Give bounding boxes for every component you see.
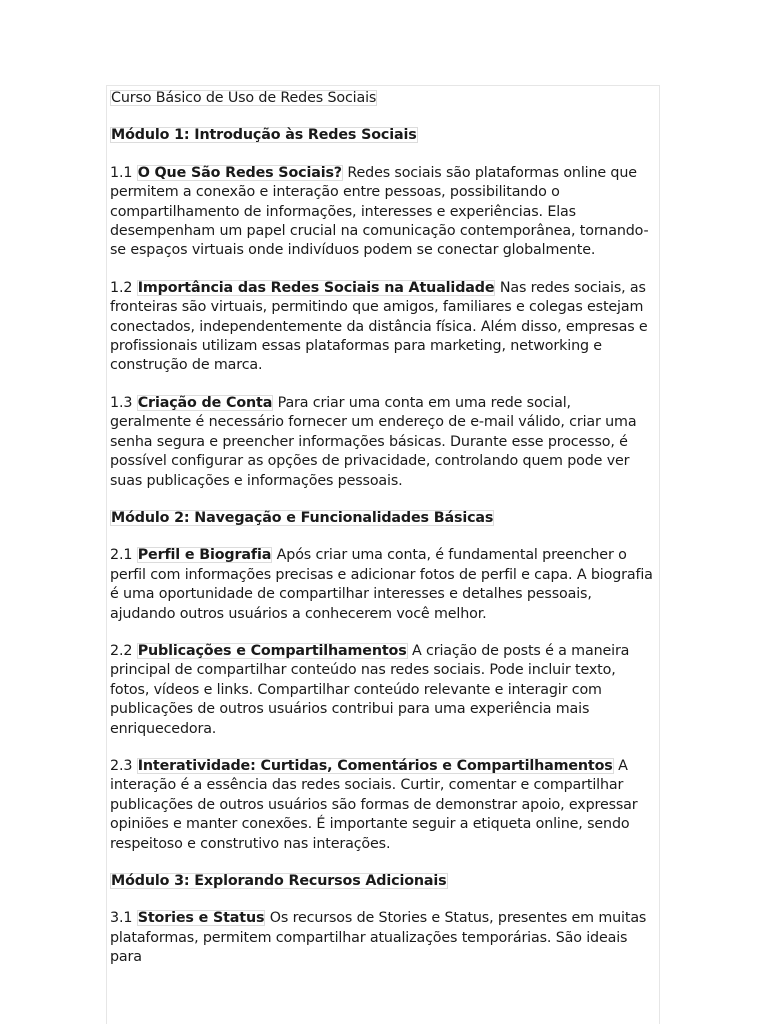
section-2-3-title: Interatividade: Curtidas, Comentários e Compartilhamentos xyxy=(137,757,613,774)
module-3-heading-line xyxy=(110,872,656,891)
section-1-1-number: 1.1 xyxy=(110,164,133,181)
document-title-line xyxy=(110,89,656,108)
section-1-1-text: Redes sociais são plataformas online que permitem a conexão e interação entre pessoas, possibilitando o compartilhamento de informações, interesses e experiências. Elas desempenham um papel crucial na comunicação contemporânea, tornando-se espaços virtuais onde indivíduos podem se conectar globalmente. xyxy=(110,164,649,259)
section-1-2-text: Nas redes sociais, as fronteiras são virtuais, permitindo que amigos, familiares e colegas estejam conectados, independentemente da distância física. Além disso, empresas e profissionais utilizam essas plataformas para marketing, networking e construção de marca. xyxy=(110,279,648,374)
document-body xyxy=(110,89,656,968)
section-2-3 xyxy=(110,757,656,854)
section-3-1 xyxy=(110,909,656,967)
section-3-1-number: 3.1 xyxy=(110,910,133,927)
document-page xyxy=(106,85,660,1024)
section-1-2 xyxy=(110,279,656,376)
section-1-3 xyxy=(110,394,656,491)
section-1-2-title: Importância das Redes Sociais na Atualidade xyxy=(137,279,495,296)
section-2-3-number: 2.3 xyxy=(110,757,133,774)
section-1-1 xyxy=(110,164,656,261)
document-title: Curso Básico de Uso de Redes Sociais xyxy=(111,90,377,106)
module-2-heading-line xyxy=(110,509,656,528)
section-1-3-text: Para criar uma conta em uma rede social, geralmente é necessário fornecer um endereço de e-mail válido, criar uma senha segura e preencher informações básicas. Durante esse processo, é possível configurar as opções de privacidade, controlando quem pode ver suas publicações e informações pessoais. xyxy=(110,394,637,489)
section-2-1-text: Após criar uma conta, é fundamental preencher o perfil com informações precisas e adicionar fotos de perfil e capa. A biografia é uma oportunidade de compartilhar interesses e detalhes pessoais, ajudando outros usuários a conhecerem você melhor. xyxy=(110,547,653,622)
module-2-heading: Módulo 2: Navegação e Funcionalidades Básicas xyxy=(111,509,494,526)
section-3-1-title: Stories e Status xyxy=(137,910,265,927)
section-2-1-title: Perfil e Biografia xyxy=(137,547,272,564)
section-2-1 xyxy=(110,546,656,624)
section-2-2 xyxy=(110,642,656,739)
module-3-heading: Módulo 3: Explorando Recursos Adicionais xyxy=(111,873,447,889)
section-2-2-text: A criação de posts é a maneira principal de compartilhar conteúdo nas redes sociais. Pode incluir texto, fotos, vídeos e links. Compartilhar conteúdo relevante e interagir com publicações de outros usuários contribui para uma experiência mais enriquecedora. xyxy=(110,642,630,737)
module-1-heading: Módulo 1: Introdução às Redes Sociais xyxy=(111,127,417,144)
section-2-2-title: Publicações e Compartilhamentos xyxy=(137,642,407,659)
section-2-3-text: A interação é a essência das redes sociais. Curtir, comentar e compartilhar publicações de outros usuários são formas de demonstrar apoio, expressar opiniões e manter conexões. É importante seguir a etiqueta online, sendo respeitoso e construtivo nas interações. xyxy=(110,757,638,852)
section-1-2-number: 1.2 xyxy=(110,279,133,296)
section-2-1-number: 2.1 xyxy=(110,547,133,564)
section-1-3-title: Criação de Conta xyxy=(137,394,273,411)
module-1-heading-line xyxy=(110,126,656,145)
section-1-3-number: 1.3 xyxy=(110,394,133,411)
section-1-1-title: O Que São Redes Sociais? xyxy=(137,164,342,181)
section-2-2-number: 2.2 xyxy=(110,642,133,659)
section-3-1-text: Os recursos de Stories e Status, presentes em muitas plataformas, permitem compartilhar atualizações temporárias. São ideais para xyxy=(110,910,647,966)
